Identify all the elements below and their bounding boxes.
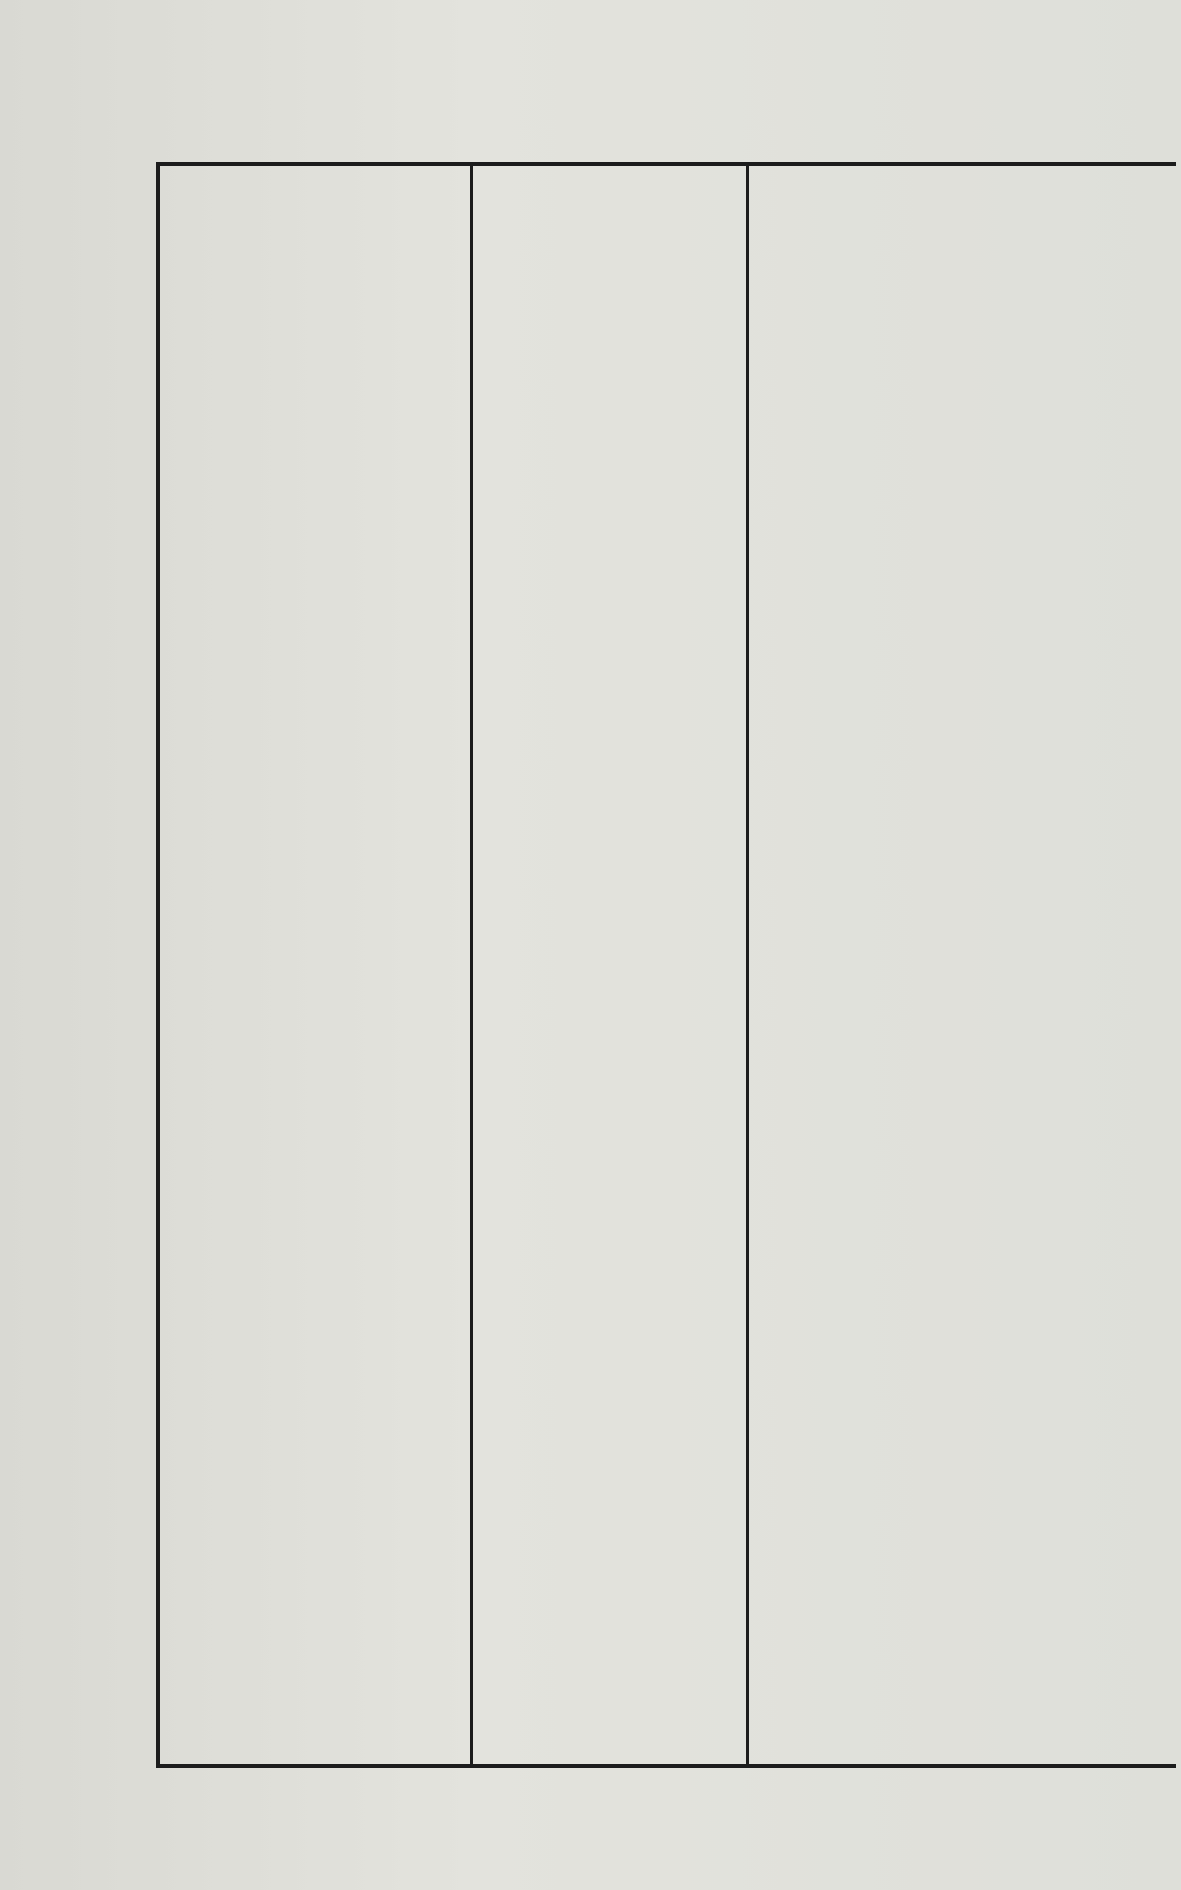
chronology-table (156, 162, 1176, 1768)
column-divider (470, 166, 473, 1764)
column-divider (746, 166, 749, 1764)
